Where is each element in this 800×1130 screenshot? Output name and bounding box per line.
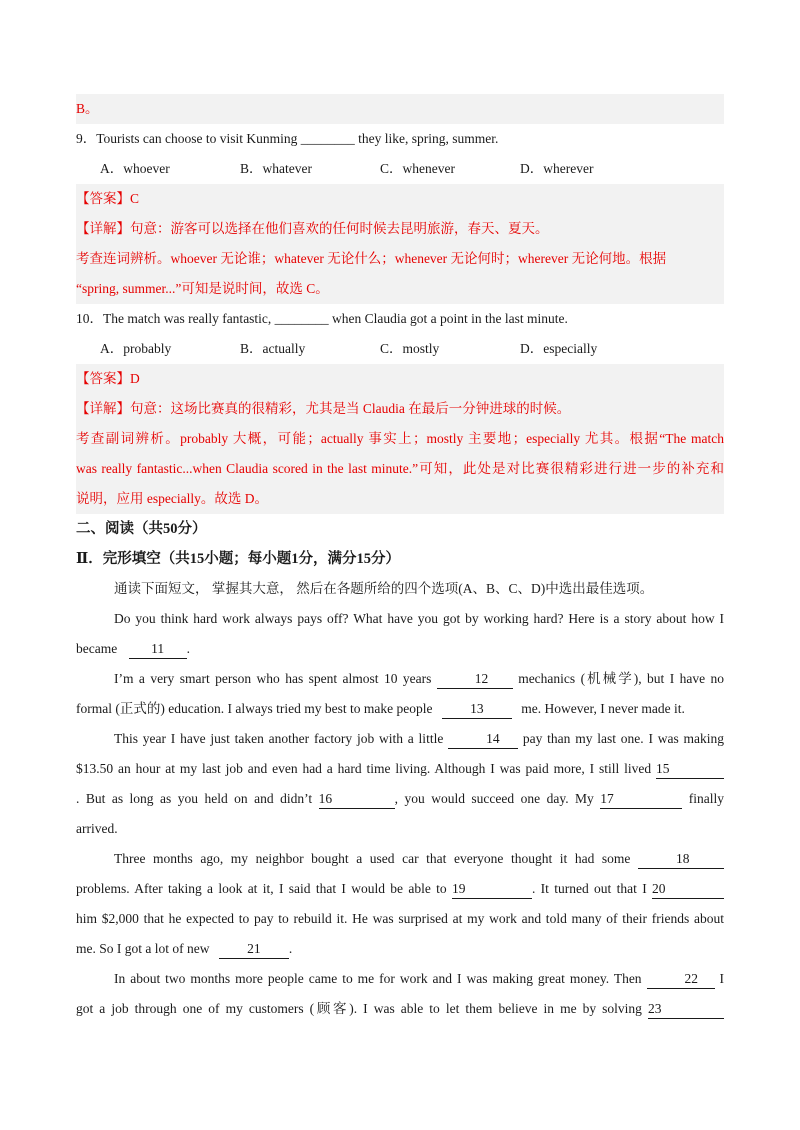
q10-detail-3: was really fantastic...when Claudia scored in the last minute.”可知，此处是对比赛很精彩进行进一步的补充和 [76,461,724,476]
passage-text: formal (正式的) education. I always tried my best to make people [76,701,433,716]
blank-18: 18 [638,850,724,869]
q9-option-d: D．wherever [520,161,594,176]
passage-text: me. So I got a lot of new [76,941,210,956]
q9-option-b: B．whatever [240,161,312,176]
blank-19: 19 [452,880,532,899]
blank-16: 16 [319,790,395,809]
passage-line: Do you think hard work always pays off? What have you got by working hard? Here is a story about how I [114,611,724,626]
blank-20: 20 [652,880,724,899]
passage-text: This year I have just taken another factory job with a little [114,731,444,746]
q9-stem: 9．Tourists can choose to visit Kunming ________ they like, spring, summer. [76,131,499,146]
passage-text: finally [688,791,725,806]
blank-17: 17 [600,790,682,809]
q10-answer: 【答案】D [76,371,140,386]
passage-line [76,964,724,994]
passage-line [76,634,724,664]
blank-12: 12 [437,670,513,689]
passage-line [76,724,724,754]
blank-11: 11 [129,640,187,659]
passage-text: . It turned out that I [531,881,647,896]
q9-answer-block [76,184,724,304]
passage-line [76,844,724,874]
q9-option-a: A．whoever [100,161,170,176]
passage-text: I’m a very smart person who has spent almost 10 years [114,671,432,686]
blank-21: 21 [219,940,289,959]
q9-options [76,154,724,184]
passage-text: $13.50 an hour at my last job and even had a hard time living. Although I was paid more, I still lived [76,761,652,776]
passage-text: . But as long as you held on and didn’t [76,791,313,806]
passage-line: him $2,000 that he expected to pay to rebuild it. He was surprised at my work and told many of their friends about [76,911,724,926]
blank-23: 23 [648,1000,724,1019]
blank-22: 22 [647,970,715,989]
passage-line: arrived. [76,821,118,836]
passage-text: . [186,641,190,656]
passage-line [76,754,724,784]
section-heading-cloze: Ⅱ．完形填空（共15小题；每小题1分，满分15分） [76,551,400,567]
passage-text: pay than my last one. I was making [522,731,725,746]
document-page [76,94,724,1024]
passage-text: got a job through one of my customers (顾客). I was able to let them believe in me by solving [76,1001,642,1016]
cloze-passage [76,604,724,1024]
passage-text: became [76,641,118,656]
passage-line [76,694,724,724]
passage-line [76,784,724,814]
passage-text: mechanics (机械学), but I have no [518,671,725,686]
passage-text: . [288,941,293,956]
q9-answer: 【答案】C [76,191,140,206]
q8-answer-tail: B。 [76,94,724,124]
passage-text: problems. After taking a look at it, I said that I would be able to [76,881,447,896]
passage-text: Three months ago, my neighbor bought a used car that everyone thought it had some [114,851,631,866]
q10-option-a: A．probably [100,341,172,356]
q9-detail-3: “spring, summer...”可知是说时间，故选 C。 [76,281,329,296]
passage-text: In about two months more people came to me for work and I was making great money. Then [114,971,642,986]
passage-line [76,994,724,1024]
q10-detail-4: 说明，应用 especially。故选 D。 [76,491,268,506]
q9-detail-2: 考查连词辨析。whoever 无论谁；whatever 无论什么；whenever 无论何时；wherever 无论何地。根据 [76,251,667,266]
q10-detail-1: 【详解】句意：这场比赛真的很精彩，尤其是当 Claudia 在最后一分钟进球的时候。 [76,401,571,416]
cloze-instruction: 通读下面短文， 掌握其大意， 然后在各题所给的四个选项(A、B、C、D)中选出最佳选项。 [114,581,654,596]
passage-text: me. However, I never made it. [521,701,685,716]
q10-detail-2: 考查副词辨析。probably 大概，可能；actually 事实上；mostly 主要地；especially 尤其。根据“The match [76,431,724,446]
q10-option-c: C．mostly [380,341,440,356]
blank-13: 13 [442,700,512,719]
q10-option-d: D．especially [520,341,598,356]
q9-detail-1: 【详解】句意：游客可以选择在他们喜欢的任何时候去昆明旅游，春天、夏天。 [76,221,549,236]
q10-options [76,334,724,364]
q9-option-c: C．whenever [380,161,455,176]
section-heading-reading: 二、阅读（共50分） [76,521,207,537]
q10-answer-block [76,364,724,514]
q10-option-b: B．actually [240,341,306,356]
blank-15: 15 [656,760,724,779]
q10-stem: 10．The match was really fantastic, ________ when Claudia got a point in the last minute. [76,311,568,326]
passage-line [76,874,724,904]
passage-line [76,664,724,694]
passage-text: I [719,971,724,986]
blank-14: 14 [448,730,518,749]
passage-text: , you would succeed one day. My [394,791,594,806]
passage-line [76,934,724,964]
